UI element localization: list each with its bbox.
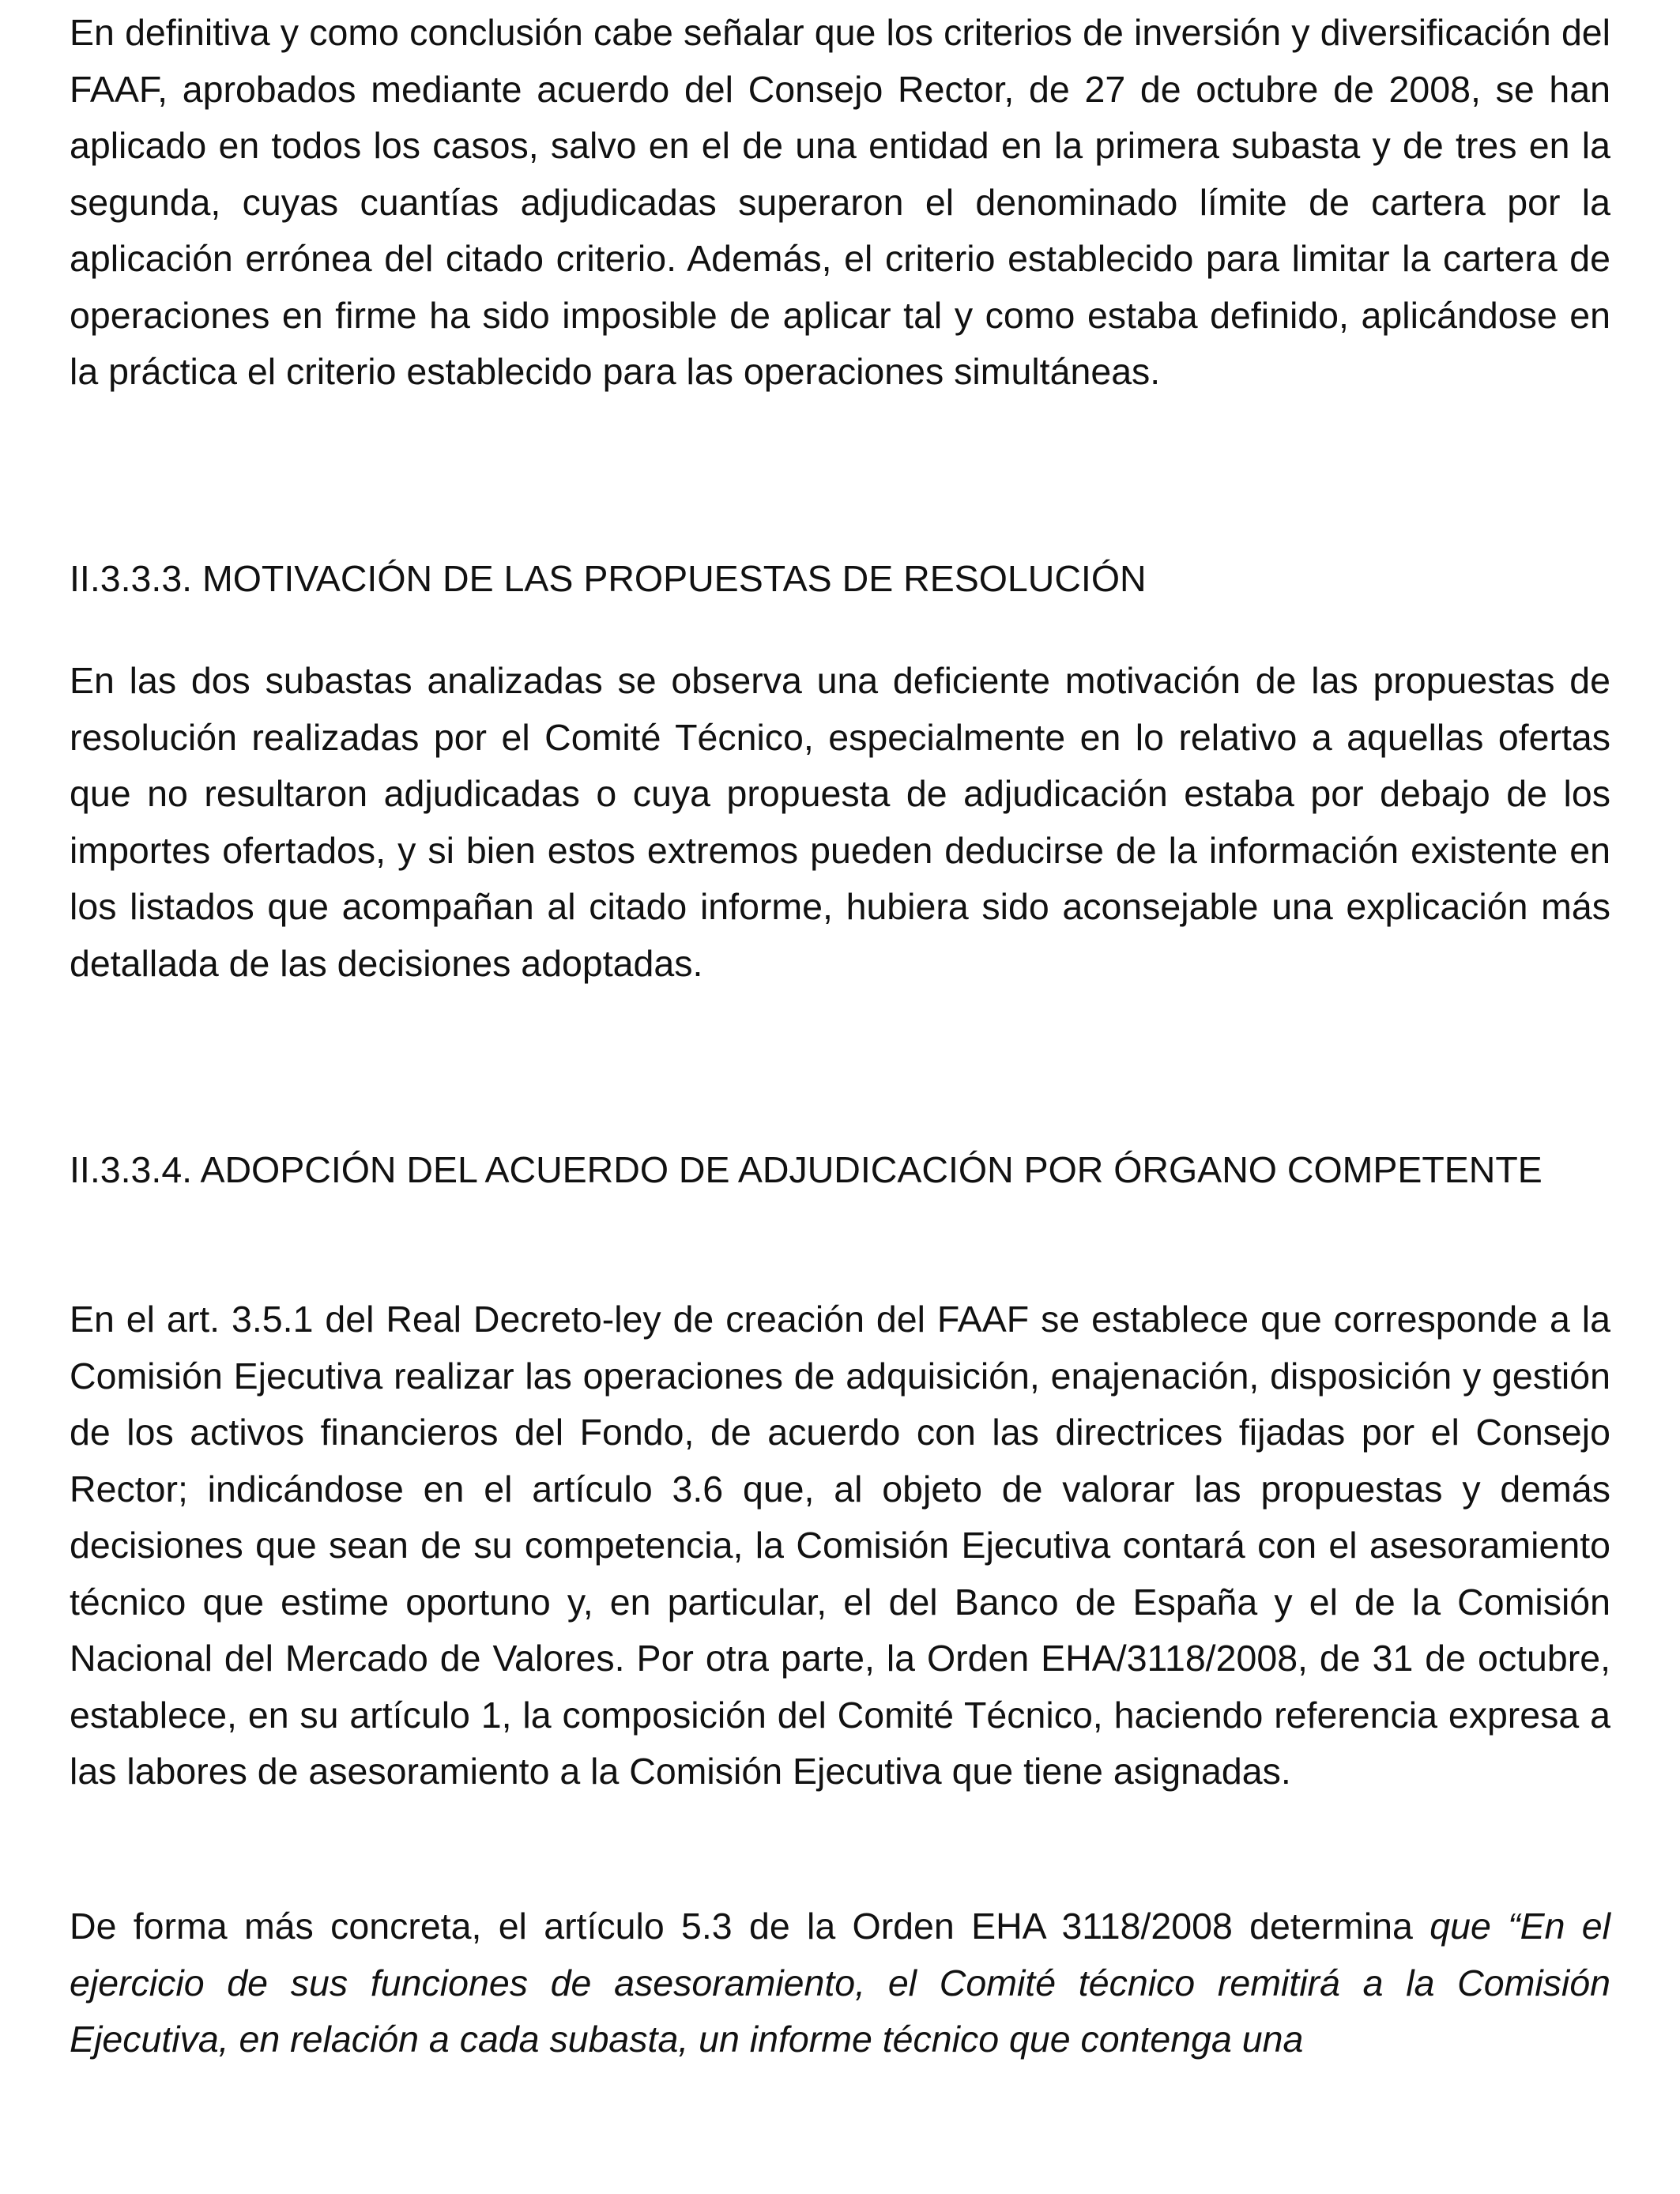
section-heading-motivacion: II.3.3.3. MOTIVACIÓN DE LAS PROPUESTAS DE RESOLUCIÓN <box>70 558 1147 599</box>
conclusion-paragraph: En definitiva y como conclusión cabe señalar que los criterios de inversión y diversificación del FAAF, aprobados mediante acuerdo del Consejo Rector, de 27 de octubre de 2008, se han aplicado en todos los casos, salvo en el de una entidad en la primera subasta y de tres en la segunda, cuyas cuantías adjudicadas superaron el denominado límite de cartera por la aplicación errónea del citado criterio. Además, el criterio establecido para limitar la cartera de operaciones en firme ha sido imposible de aplicar tal y como estaba definido, aplicándose en la práctica el criterio establecido para las operaciones simultáneas. <box>70 12 1610 392</box>
orden-paragraph-quote: que “En el ejercicio de sus funciones de asesoramiento, el Comité técnico remitirá a la Comisión Ejecutiva, en relación a cada subasta, un informe técnico que contenga una <box>70 1906 1610 2060</box>
orden-paragraph-plain: De forma más concreta, el artículo 5.3 de la Orden EHA 3118/2008 determina <box>70 1906 1430 1947</box>
section-heading-adopcion: II.3.3.4. ADOPCIÓN DEL ACUERDO DE ADJUDICACIÓN POR ÓRGANO COMPETENTE <box>70 1149 1543 1190</box>
motivacion-paragraph: En las dos subastas analizadas se observa una deficiente motivación de las propuestas de resolución realizadas por el Comité Técnico, especialmente en lo relativo a aquellas ofertas que no resultaron adjudicadas o cuya propuesta de adjudicación estaba por debajo de los importes ofertados, y si bien estos extremos pueden deducirse de la información existente en los listados que acompañan al citado informe, hubiera sido aconsejable una explicación más detallada de las decisiones adoptadas. <box>70 660 1610 984</box>
orden-paragraph <box>70 1898 1610 2068</box>
adopcion-paragraph: En el art. 3.5.1 del Real Decreto-ley de creación del FAAF se establece que corresponde a la Comisión Ejecutiva realizar las operaciones de adquisición, enajenación, disposición y gestión de los activos financieros del Fondo, de acuerdo con las directrices fijadas por el Consejo Rector; indicándose en el artículo 3.6 que, al objeto de valorar las propuestas y demás decisiones que sean de su competencia, la Comisión Ejecutiva contará con el asesoramiento técnico que estime oportuno y, en particular, el del Banco de España y el de la Comisión Nacional del Mercado de Valores. Por otra parte, la Orden EHA/3118/2008, de 31 de octubre, establece, en su artículo 1, la composición del Comité Técnico, haciendo referencia expresa a las labores de asesoramiento a la Comisión Ejecutiva que tiene asignadas. <box>70 1299 1610 1792</box>
